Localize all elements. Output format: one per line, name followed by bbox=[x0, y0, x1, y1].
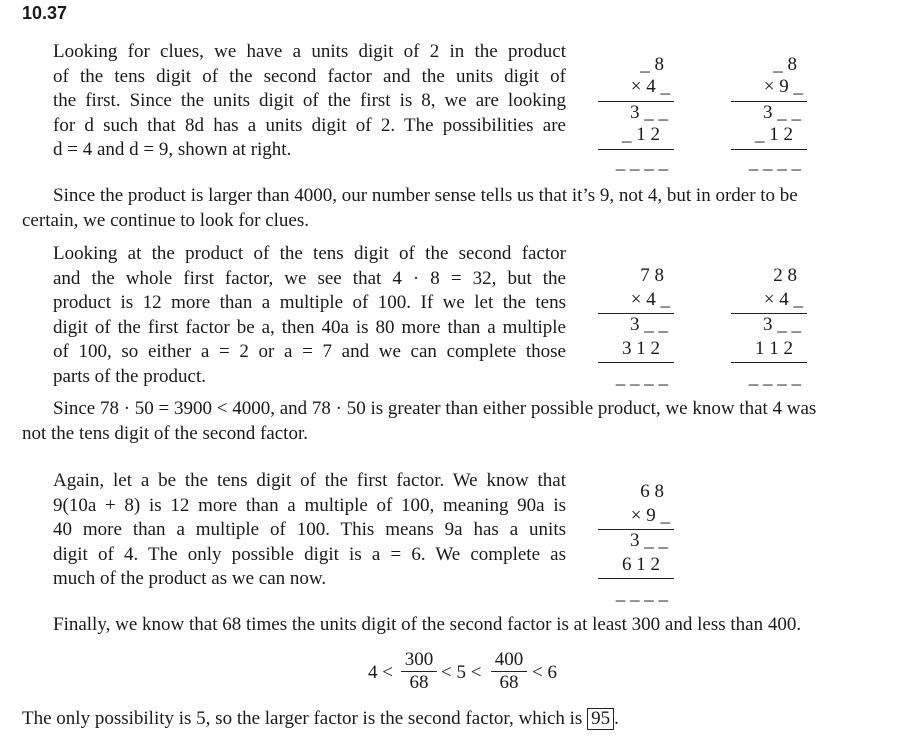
text-line: of 100, so either a = 2 or a = 7 and we can complete those bbox=[53, 341, 566, 362]
inequality-left: 4 < bbox=[368, 662, 393, 683]
text-line: Since 78 · 50 = 3900 < 4000, and 78 · 50 is greater than either possible product, we know that 4 was bbox=[53, 398, 817, 419]
mult-result: _ _ _ _ bbox=[615, 152, 668, 173]
paragraph-first-factor-tens bbox=[53, 469, 566, 592]
text-line: Again, let a be the tens digit of the first factor. We know that bbox=[53, 470, 566, 491]
mult-second-factor: × 4 _ bbox=[630, 76, 670, 97]
inequality-right: < 6 bbox=[532, 662, 557, 683]
conclusion-text: The only possibility is 5, so the larger factor is the second factor, which is bbox=[22, 708, 583, 729]
mult-second-factor: × 4 _ bbox=[763, 289, 803, 310]
mult-result: _ _ _ _ bbox=[615, 367, 668, 388]
fraction-denominator: 68 bbox=[409, 672, 429, 693]
mult-result: _ _ _ _ bbox=[748, 152, 801, 173]
mult-second-factor: × 9 _ bbox=[630, 505, 670, 526]
fraction-300-68 bbox=[401, 650, 437, 693]
multiplication-d4 bbox=[598, 55, 678, 180]
fraction-numerator: 400 bbox=[494, 649, 524, 670]
mult-second-factor: × 9 _ bbox=[763, 76, 803, 97]
text-line: digit of 4. The only possible digit is a = 6. We complete as bbox=[53, 543, 566, 565]
text-line: Looking for clues, we have a units digit of 2 in the product bbox=[53, 41, 566, 62]
multiplication-28 bbox=[731, 266, 811, 391]
text-line: parts of the product. bbox=[53, 365, 207, 387]
text-line: Looking at the product of the tens digit of the second factor bbox=[53, 243, 566, 264]
fraction-400-68 bbox=[491, 650, 527, 693]
paragraph-conclusion bbox=[22, 707, 902, 732]
mult-partial-product: 3 _ _ bbox=[630, 102, 668, 123]
conclusion-end: . bbox=[614, 708, 619, 729]
paragraph-tens-digit-clue bbox=[53, 242, 566, 389]
text-line: Since the product is larger than 4000, our number sense tells us that it’s 9, not 4, but in order to be bbox=[53, 185, 798, 206]
mult-partial-product: 3 _ _ bbox=[763, 102, 801, 123]
text-line: 40 more than a multiple of 100. This means 9a has a units bbox=[53, 519, 566, 540]
mult-top-factor: _ 8 bbox=[773, 54, 797, 75]
mult-rule bbox=[598, 578, 674, 579]
paragraph-units-digit-clue bbox=[53, 40, 566, 163]
fraction-numerator: 300 bbox=[404, 649, 434, 670]
text-line: d = 4 and d = 9, shown at right. bbox=[53, 139, 292, 160]
paragraph-finally bbox=[53, 613, 913, 638]
mult-rule bbox=[731, 149, 807, 150]
mult-rule bbox=[731, 362, 807, 363]
multiplication-78 bbox=[598, 266, 678, 391]
mult-partial-product: 6 1 2 bbox=[622, 554, 660, 575]
text-line: product is 12 more than a multiple of 100. If we let the tens bbox=[53, 292, 566, 313]
mult-partial-product: _ 1 2 bbox=[755, 124, 793, 145]
mult-rule bbox=[598, 149, 674, 150]
text-line: certain, we continue to look for clues. bbox=[22, 209, 310, 231]
paragraph-number-sense bbox=[22, 184, 910, 233]
mult-second-factor: × 4 _ bbox=[630, 289, 670, 310]
answer-box: 95 bbox=[587, 708, 614, 730]
mult-top-factor: 7 8 bbox=[640, 265, 664, 286]
mult-top-factor: 2 8 bbox=[773, 265, 797, 286]
text-line: and the whole first factor, we see that 4 · 8 = 32, but the bbox=[53, 267, 566, 289]
mult-result: _ _ _ _ bbox=[748, 367, 801, 388]
mult-top-factor: 6 8 bbox=[640, 481, 664, 502]
text-line: digit of the first factor be a, then 40a is 80 more than a multiple bbox=[53, 316, 566, 338]
text-line: for d such that 8d has a units digit of 2. The possibilities are bbox=[53, 114, 566, 136]
text-line: Finally, we know that 68 times the units digit of the second factor is at least 300 and less than 400. bbox=[53, 614, 802, 635]
text-line: not the tens digit of the second factor. bbox=[22, 422, 308, 444]
multiplication-d9 bbox=[731, 55, 811, 180]
text-line bbox=[22, 707, 902, 732]
mult-partial-product: 3 1 2 bbox=[622, 338, 660, 359]
text-line: of the tens digit of the second factor and the units digit of bbox=[53, 65, 566, 87]
inequality-middle: < 5 < bbox=[441, 662, 482, 683]
text-line: the first. Since the units digit of the first is 8, we are looking bbox=[53, 90, 566, 111]
mult-partial-product: 1 1 2 bbox=[755, 338, 793, 359]
mult-partial-product: _ 1 2 bbox=[622, 124, 660, 145]
mult-result: _ _ _ _ bbox=[615, 583, 668, 604]
text-line: 9(10a + 8) is 12 more than a multiple of 100, meaning 90a is bbox=[53, 494, 566, 516]
paragraph-eliminate-4 bbox=[22, 397, 910, 446]
mult-partial-product: 3 _ _ bbox=[763, 314, 801, 335]
fraction-denominator: 68 bbox=[499, 672, 519, 693]
multiplication-68 bbox=[598, 482, 678, 607]
mult-partial-product: 3 _ _ bbox=[630, 314, 668, 335]
mult-top-factor: _ 8 bbox=[640, 54, 664, 75]
text-line: much of the product as we can now. bbox=[53, 568, 327, 589]
mult-rule bbox=[598, 362, 674, 363]
problem-number: 10.37 bbox=[22, 3, 68, 23]
mult-partial-product: 3 _ _ bbox=[630, 530, 668, 551]
